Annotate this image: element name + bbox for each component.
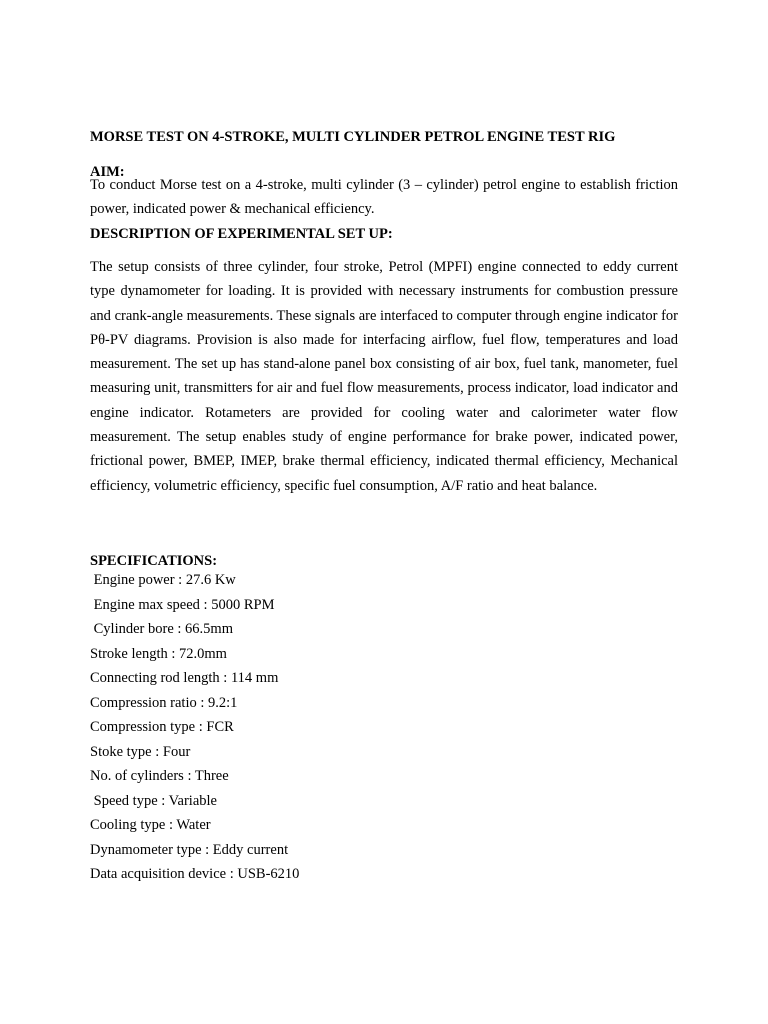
description-heading: DESCRIPTION OF EXPERIMENTAL SET UP: [90, 226, 393, 242]
spec-item-stoke-type: Stoke type : Four [90, 743, 191, 760]
spec-item-engine-max-speed: Engine max speed : 5000 RPM [90, 596, 275, 613]
spec-item-cooling-type: Cooling type : Water [90, 817, 211, 833]
description-text: The setup consists of three cylinder, four stroke, Petrol (MPFI) engine connected to eddy current type dynamometer for loading. It is provided with necessary instruments for combustion pressure and crank-angle measurements. These signals are interfaced to computer through engine indicator for Pθ-PV diagrams. Provision is also made for interfacing airflow, fuel flow, temperatures and load measurement. The set up has stand-alone panel box consisting of air box, fuel tank, manometer, fuel measuring unit, transmitters for air and fuel flow measurements, process indicator, load indicator and engine indicator. Rotameters are provided for cooling water and calorimeter water flow measurement. The setup enables study of engine performance for brake power, indicated power, frictional power, BMEP, IMEP, brake thermal efficiency, indicated thermal efficiency, Mechanical efficiency, volumetric efficiency, specific fuel consumption, A/F ratio and heat balance. [90, 259, 678, 494]
spec-item-stroke-length: Stroke length : 72.0mm [90, 645, 227, 662]
spec-item-no-of-cylinders: No. of cylinders : Three [90, 768, 229, 784]
aim-heading: AIM: [90, 164, 125, 180]
aim-text: To conduct Morse test on a 4-stroke, multi cylinder (3 – cylinder) petrol engine to establish friction power, indicated power & mechanical efficiency. [90, 177, 678, 218]
specifications-list [90, 568, 299, 887]
spec-item-speed-type: Speed type : Variable [90, 792, 217, 809]
specifications-heading: SPECIFICATIONS: [90, 553, 218, 569]
spec-item-dynamometer-type: Dynamometer type : Eddy current [90, 841, 289, 858]
spec-item-cylinder-bore: Cylinder bore : 66.5mm [90, 621, 233, 637]
spec-item-compression-type: Compression type : FCR [90, 719, 234, 735]
spec-item-engine-power: Engine power : 27.6 Kw [90, 572, 236, 588]
spec-item-connecting-rod-length: Connecting rod length : 114 mm [90, 670, 279, 686]
spec-item-data-acquisition-device: Data acquisition device : USB-6210 [90, 866, 300, 882]
spec-item-compression-ratio: Compression ratio : 9.2:1 [90, 694, 238, 711]
document-title: MORSE TEST ON 4-STROKE, MULTI CYLINDER PETROL ENGINE TEST RIG [90, 129, 616, 145]
